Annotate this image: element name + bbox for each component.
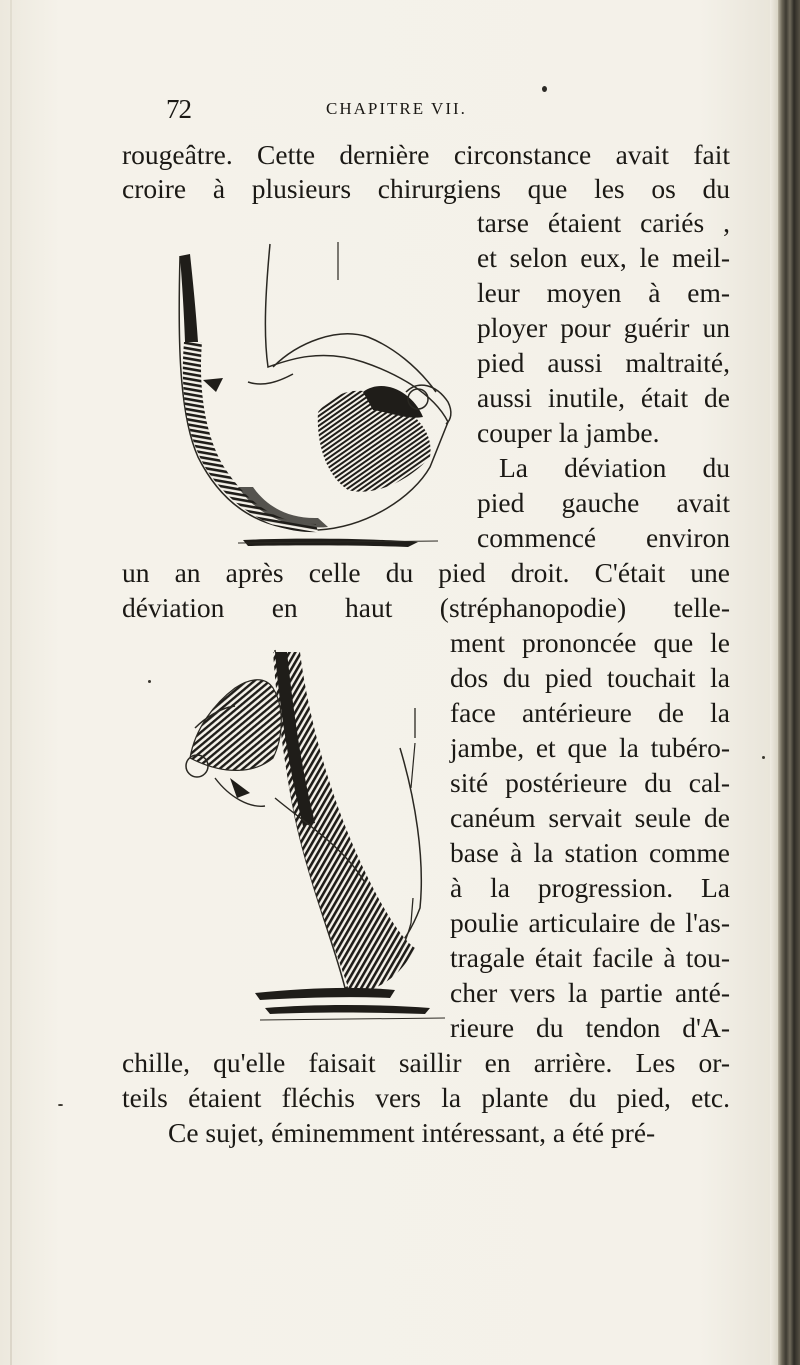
text-line: teils étaient fléchis vers la plante du pied, etc. xyxy=(122,1082,730,1113)
text-line: ment prononcée que le xyxy=(450,627,730,658)
text-line: poulie articulaire de l'as- xyxy=(450,907,730,938)
text-line: aussi inutile, était de xyxy=(477,382,730,413)
paper-speck xyxy=(148,680,151,683)
text-line: leur moyen à em- xyxy=(477,277,730,308)
text-line: déviation en haut (stréphanopodie) telle- xyxy=(122,592,730,623)
text-line: pied gauche avait xyxy=(477,487,730,518)
text-line: cher vers la partie anté- xyxy=(450,977,730,1008)
text-line: couper la jambe. xyxy=(477,417,660,448)
text-line: à la progression. La xyxy=(450,872,730,903)
gutter-shadow xyxy=(770,0,778,1365)
text-line: jambe, et que la tubéro- xyxy=(450,732,730,763)
text-line: face antérieure de la xyxy=(450,697,730,728)
text-line: tarse étaient cariés , xyxy=(477,207,730,238)
ink-dot xyxy=(542,86,547,92)
text-line: croire à plusieurs chirurgiens que les os du xyxy=(122,173,730,204)
text-line: chille, qu'elle faisait saillir en arrière. Les or- xyxy=(122,1047,730,1078)
page-edge xyxy=(10,0,12,1365)
text-line: et selon eux, le meil- xyxy=(477,242,730,273)
page-number: 72 xyxy=(166,94,191,124)
binding-edge xyxy=(778,0,800,1365)
text-line: Ce sujet, éminemment intéressant, a été pré- xyxy=(168,1117,656,1148)
foot-illustration-upper xyxy=(168,242,468,560)
paper-speck xyxy=(762,756,765,759)
text-line: La déviation du xyxy=(499,452,730,483)
text-line: base à la station comme xyxy=(450,837,730,868)
text-line: dos du pied touchait la xyxy=(450,662,730,693)
foot-illustration-lower xyxy=(175,648,450,1058)
page-header xyxy=(166,92,586,126)
text-line: commencé environ xyxy=(477,522,730,553)
paper-speck xyxy=(58,1104,63,1106)
text-line: rieure du tendon d'A- xyxy=(450,1012,730,1043)
running-head: CHAPITRE VII. xyxy=(326,99,467,118)
text-line: un an après celle du pied droit. C'était une xyxy=(122,557,730,588)
text-line: rougeâtre. Cette dernière circonstance avait fait xyxy=(122,139,730,170)
text-line: pied aussi maltraité, xyxy=(477,347,730,378)
text-line: sité postérieure du cal- xyxy=(450,767,730,798)
text-line: ployer pour guérir un xyxy=(477,312,730,343)
text-line: tragale était facile à tou- xyxy=(450,942,730,973)
text-line: canéum servait seule de xyxy=(450,802,730,833)
